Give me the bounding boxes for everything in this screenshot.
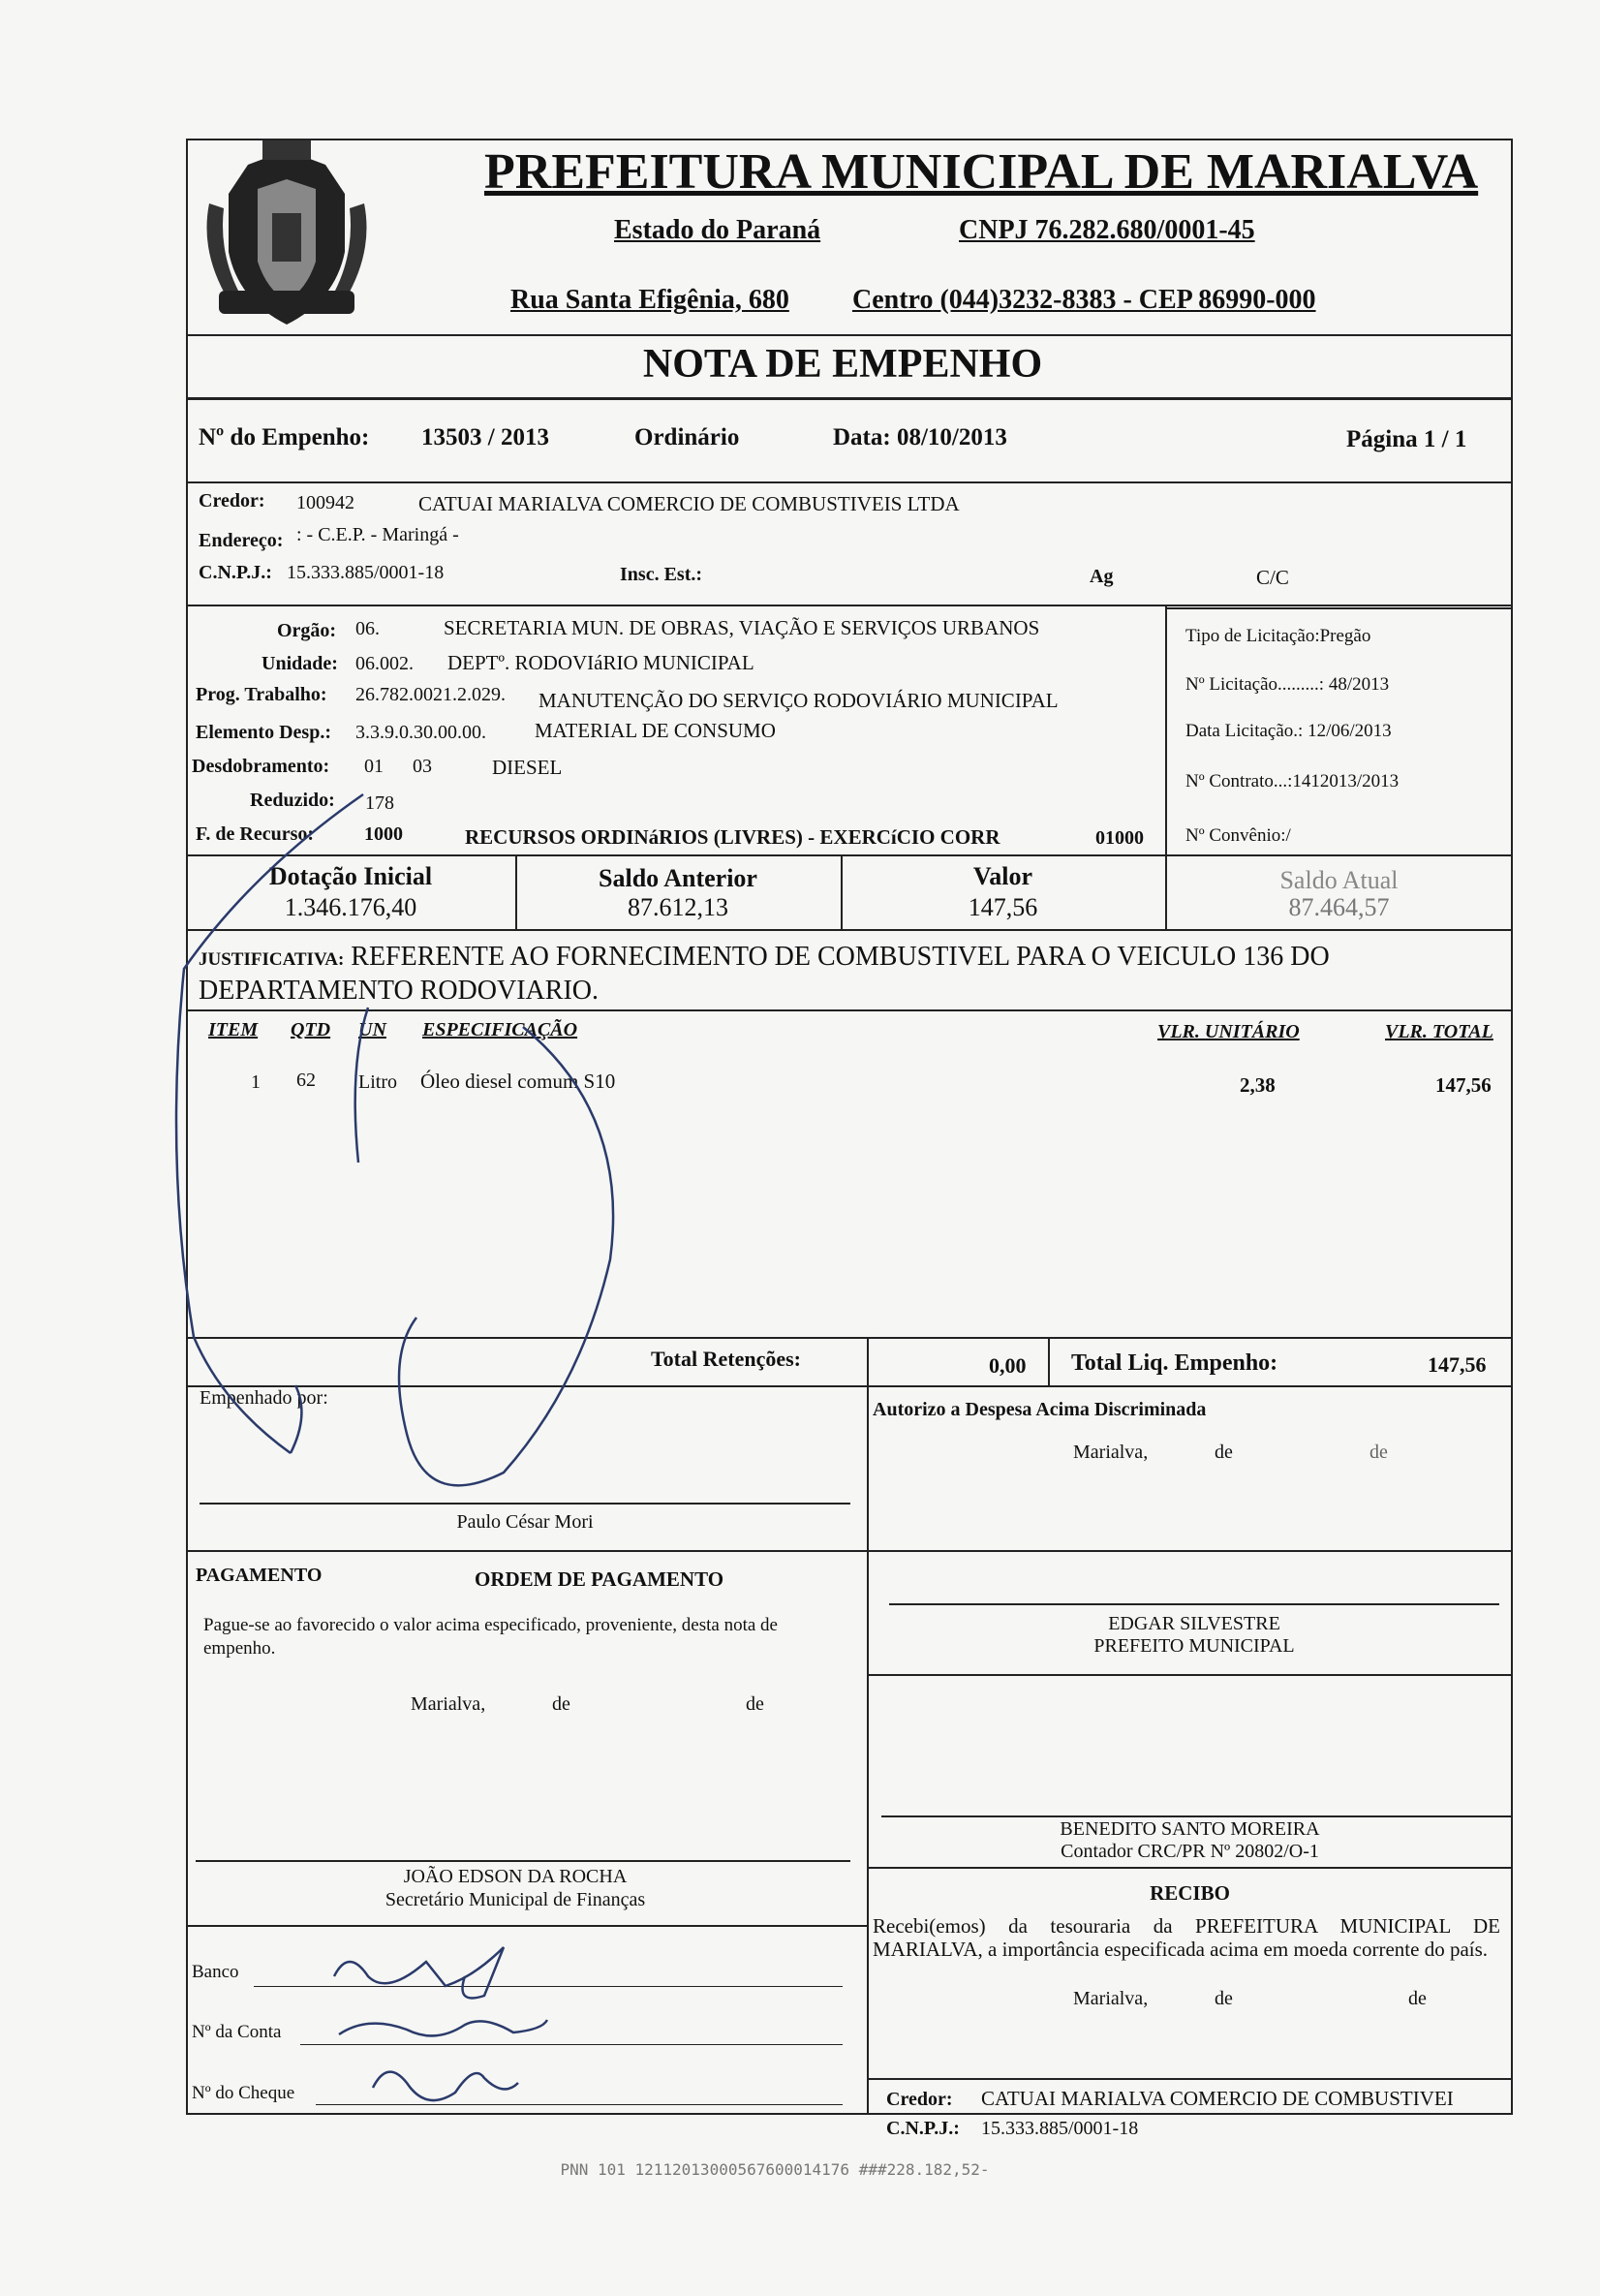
licitacao-numero: Nº Licitação.........: 48/2013 [1185,674,1390,695]
table-row-espec: Óleo diesel comum S10 [420,1070,616,1093]
recibo-texto: Recebi(emos) da tesouraria da PREFEITURA MUNICIPAL DE MARIALVA, a importância especificada acima em moeda corrente do país. [873,1914,1500,1961]
total-liq-label: Total Liq. Empenho: [1071,1350,1278,1376]
credor-endereco: : - C.E.P. - Maringá - [296,524,459,545]
empenhado-label: Empenhado por: [200,1387,328,1409]
divider [867,2078,1513,2080]
signature-line [316,2104,843,2105]
autorizo-de-1: de [1215,1442,1233,1463]
banco-label: Banco [192,1962,239,1982]
col-especificacao: ESPECIFICAÇÃO [422,1019,578,1040]
header-bairro-fone-cep: Centro (044)3232-8383 - CEP 86990-000 [852,285,1316,315]
pagamento-de-1: de [552,1693,570,1715]
cc-label: C/C [1256,566,1289,589]
footer-credor-nome: CATUAI MARIALVA COMERCIO DE COMBUSTIVEI [981,2087,1454,2110]
cnpj-label: C.N.P.J.: [199,562,272,583]
prog-trabalho-cod: 26.782.0021.2.029. [355,684,506,705]
unidade-nome: DEPTº. RODOVIáRIO MUNICIPAL [447,651,754,674]
document-title: NOTA DE EMPENHO [642,342,1043,387]
empenhado-nome: Paulo César Mori [456,1511,594,1533]
desdobramento-nome: DIESEL [492,756,563,779]
recurso-cod: 1000 [364,823,403,845]
autorizo-despesa: Autorizo a Despesa Acima Discriminada [873,1399,1207,1420]
empenho-tipo: Ordinário [634,424,740,450]
prefeito-cargo: PREFEITO MUNICIPAL [1093,1635,1295,1657]
total-retencoes-label: Total Retenções: [651,1347,801,1371]
col-vlr-total: VLR. TOTAL [1385,1021,1493,1042]
col-un: UN [358,1019,386,1040]
divider [186,334,1513,336]
divider [186,1925,867,1927]
secretario-cargo: Secretário Municipal de Finanças [385,1889,646,1910]
table-row-vlr-total: 147,56 [1435,1073,1492,1097]
secretario-nome: JOÃO EDSON DA ROCHA [403,1866,628,1887]
recibo-local: Marialva, [1073,1988,1149,2009]
divider [1165,605,1167,856]
orgao-nome: SECRETARIA MUN. DE OBRAS, VIAÇÃO E SERVIÇOS URBANOS [444,616,1040,639]
header-estado: Estado do Paraná [614,215,821,245]
recurso-num: 01000 [1095,827,1144,849]
orgao-cod: 06. [355,618,380,639]
credor-nome: CATUAI MARIALVA COMERCIO DE COMBUSTIVEIS LTDA [418,492,960,515]
signature-line [254,1986,843,1987]
recurso-nome: RECURSOS ORDINáRIOS (LIVRES) - EXERCíCIO CORR [465,825,1000,849]
orgao-label: Orgão: [277,620,337,641]
saldo-atual-label: Saldo Atual [1279,866,1399,894]
divider [186,1009,1513,1011]
justificativa-texto: REFERENTE AO FORNECIMENTO DE COMBUSTIVEL PARA O VEICULO 136 DO DEPARTAMENTO RODOVIARIO. [199,942,1330,1006]
reduzido-valor: 178 [365,792,394,814]
divider [186,605,1513,606]
signature-line [196,1860,850,1862]
divider [867,1385,869,2115]
ag-label: Ag [1090,566,1114,587]
total-liq-valor: 147,56 [1428,1352,1487,1377]
empenho-numero-label: Nº do Empenho: [199,424,370,450]
signature-line [200,1503,850,1505]
header-cnpj: CNPJ 76.282.680/0001-45 [959,215,1255,245]
elemento-label: Elemento Desp.: [196,722,331,743]
total-retencoes-valor: 0,00 [989,1353,1027,1378]
saldo-atual-valor: 87.464,57 [1288,893,1390,921]
prog-trabalho-label: Prog. Trabalho: [196,684,327,705]
table-row-qtd: 62 [296,1070,316,1091]
signature-line [881,1815,1513,1817]
divider [186,854,1513,856]
table-row-item: 1 [251,1071,261,1093]
col-vlr-unitario: VLR. UNITÁRIO [1157,1021,1300,1042]
cheque-label: Nº do Cheque [192,2083,295,2103]
reduzido-label: Reduzido: [250,790,335,811]
pagamento-title: PAGAMENTO [196,1565,323,1586]
divider [1165,607,1513,609]
valor-valor: 147,56 [968,893,1038,921]
endereco-label: Endereço: [199,530,284,551]
divider [186,481,1513,483]
divider [186,397,1513,400]
elemento-nome: MATERIAL DE CONSUMO [535,719,776,742]
autorizo-local: Marialva, [1073,1442,1149,1463]
signature-line [889,1603,1499,1605]
desdobramento-cod: 01 03 [364,756,432,777]
dotacao-inicial-label: Dotação Inicial [268,862,433,890]
divider [186,1337,1513,1339]
prefeito-nome: EDGAR SILVESTRE [1108,1613,1280,1634]
justificativa [199,942,1458,1007]
recurso-label: F. de Recurso: [196,823,315,845]
saldo-anterior-valor: 87.612,13 [628,893,728,921]
licitacao-data: Data Licitação.: 12/06/2013 [1185,721,1392,741]
justificativa-label: JUSTIFICATIVA: [199,949,345,970]
contrato-numero: Nº Contrato...:1412013/2013 [1185,771,1400,791]
footer-cnpj-label: C.N.P.J.: [886,2118,960,2139]
credor-cnpj: 15.333.885/0001-18 [287,562,445,583]
elemento-cod: 3.3.9.0.30.00.00. [355,722,486,743]
conta-label: Nº da Conta [192,2022,282,2042]
credor-codigo: 100942 [296,492,354,513]
saldo-anterior-label: Saldo Anterior [599,864,757,892]
pagamento-local: Marialva, [411,1693,486,1715]
table-row-vlr-unitario: 2,38 [1240,1073,1276,1097]
divider [186,1550,1513,1552]
pagina: Página 1 / 1 [1346,426,1467,452]
valor-label: Valor [972,862,1033,890]
divider [1048,1337,1050,1385]
licitacao-tipo: Tipo de Licitação:Pregão [1185,626,1371,646]
unidade-cod: 06.002. [355,653,414,674]
desdobramento-label: Desdobramento: [192,756,330,777]
footer-credor-label: Credor: [886,2089,953,2110]
col-item: ITEM [208,1019,259,1040]
recibo-de-2: de [1408,1988,1427,2009]
recibo-de-1: de [1215,1988,1233,2009]
signature-line [300,2044,843,2045]
dotacao-inicial-valor: 1.346.176,40 [284,893,417,921]
divider [867,1867,1513,1869]
divider [867,1674,1513,1676]
credor-label: Credor: [199,490,265,512]
prog-trabalho-nome: MANUTENÇÃO DO SERVIÇO RODOVIÁRIO MUNICIPAL [538,689,1059,712]
divider [186,1385,1513,1387]
unidade-label: Unidade: [262,653,338,674]
table-row-un: Litro [358,1071,397,1093]
insc-est-label: Insc. Est.: [620,564,703,585]
header-endereco: Rua Santa Efigênia, 680 [510,285,789,315]
recibo-title: RECIBO [1150,1881,1230,1905]
empenho-numero: 13503 / 2013 [421,424,549,450]
empenho-data: Data: 08/10/2013 [833,424,1007,450]
divider [867,1337,869,1385]
ordem-pagamento-title: ORDEM DE PAGAMENTO [475,1567,724,1591]
autorizo-de-2: de [1369,1442,1388,1463]
pagamento-de-2: de [746,1693,764,1715]
divider [186,929,1513,931]
coat-of-arms-icon [190,136,384,339]
col-qtd: QTD [291,1019,331,1040]
footer-print-code: PNN 101 12112013000567600014176 ###228.182,52- [560,2160,990,2179]
contador-nome: BENEDITO SANTO MOREIRA [1060,1818,1320,1840]
contador-cargo: Contador CRC/PR Nº 20802/O-1 [1061,1841,1319,1862]
footer-cnpj: 15.333.885/0001-18 [981,2118,1139,2139]
page-title: PREFEITURA MUNICIPAL DE MARIALVA [484,144,1479,200]
pague-se-texto: Pague-se ao favorecido o valor acima especificado, proveniente, desta nota de empenho. [203,1615,778,1659]
convenio-numero: Nº Convênio:/ [1185,825,1291,846]
